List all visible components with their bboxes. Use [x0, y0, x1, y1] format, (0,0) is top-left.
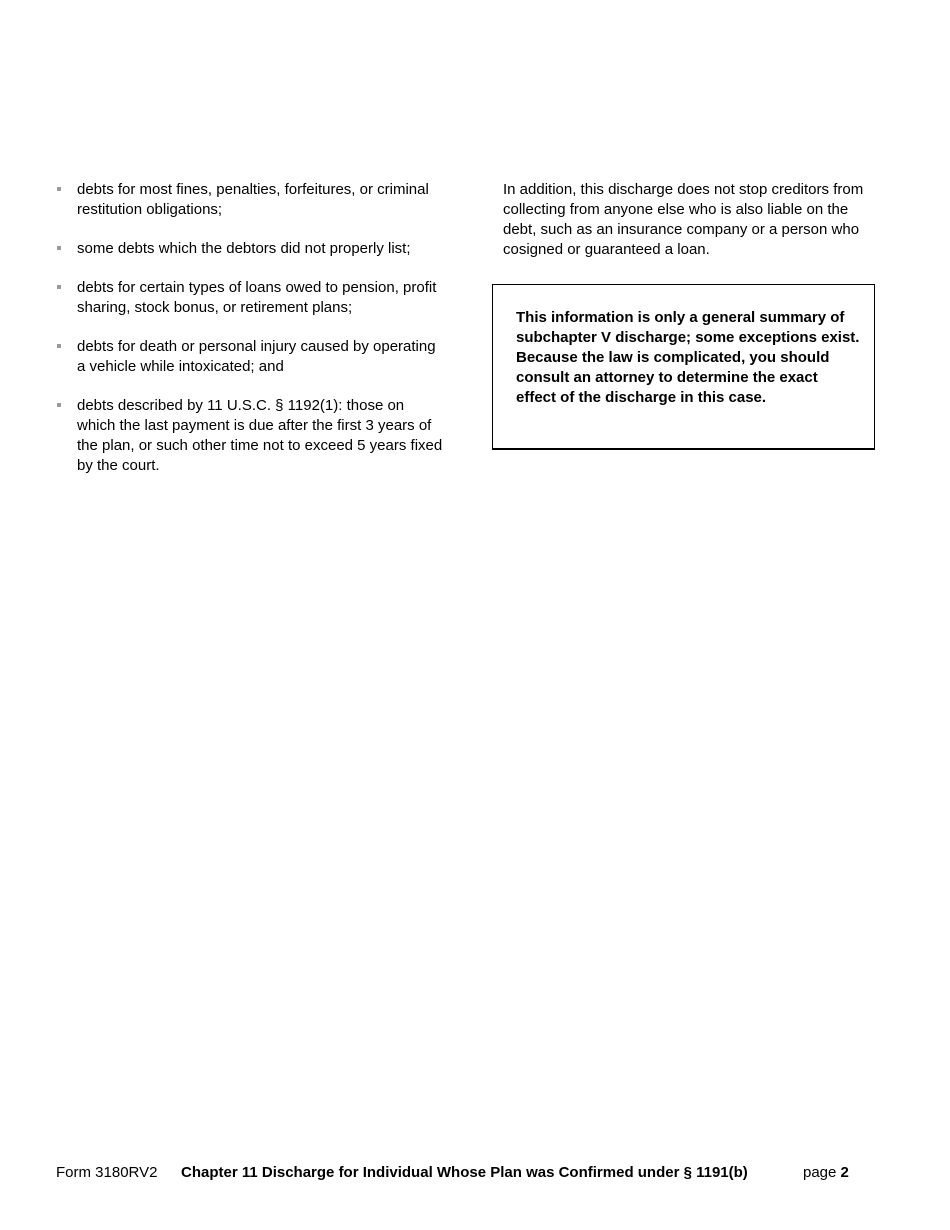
list-item [56, 278, 446, 318]
list-item-text: debts for most fines, penalties, forfeitures, or criminal restitution obligations; [77, 181, 429, 218]
list-item [56, 396, 446, 476]
summary-notice-box [492, 284, 875, 450]
list-item [56, 239, 446, 259]
square-bullet-icon [57, 285, 61, 289]
page-number: 2 [840, 1164, 849, 1181]
page-number-label [803, 1163, 849, 1183]
right-column [492, 180, 875, 450]
list-item-text: some debts which the debtors did not properly list; [77, 240, 411, 257]
list-item [56, 337, 446, 377]
square-bullet-icon [57, 403, 61, 407]
additional-info-paragraph: In addition, this discharge does not stop creditors from collecting from anyone else who is also liable on the debt, such as an insurance company or a person who cosigned or guaranteed a loan. [503, 181, 864, 258]
list-item-text: debts for certain types of loans owed to pension, profit sharing, stock bonus, or retirement plans; [77, 279, 437, 316]
exceptions-list-column [56, 180, 446, 495]
page-footer [56, 1163, 856, 1185]
form-title: Chapter 11 Discharge for Individual Whose Plan was Confirmed under § 1191(b) [181, 1164, 748, 1181]
summary-notice-text: This information is only a general summary of subchapter V discharge; some exceptions exist. Because the law is complicated, you should consult an attorney to determine the exact effect of the discharge in this case. [516, 309, 860, 406]
exceptions-list [56, 180, 446, 476]
form-number: Form 3180RV2 [56, 1164, 158, 1181]
square-bullet-icon [57, 344, 61, 348]
list-item [56, 180, 446, 220]
page-word: page [803, 1164, 837, 1181]
square-bullet-icon [57, 187, 61, 191]
list-item-text: debts for death or personal injury caused by operating a vehicle while intoxicated; and [77, 338, 436, 375]
square-bullet-icon [57, 246, 61, 250]
list-item-text: debts described by 11 U.S.C. § 1192(1): those on which the last payment is due after the first 3 years of the plan, or such other time not to exceed 5 years fixed by the court. [77, 397, 443, 474]
